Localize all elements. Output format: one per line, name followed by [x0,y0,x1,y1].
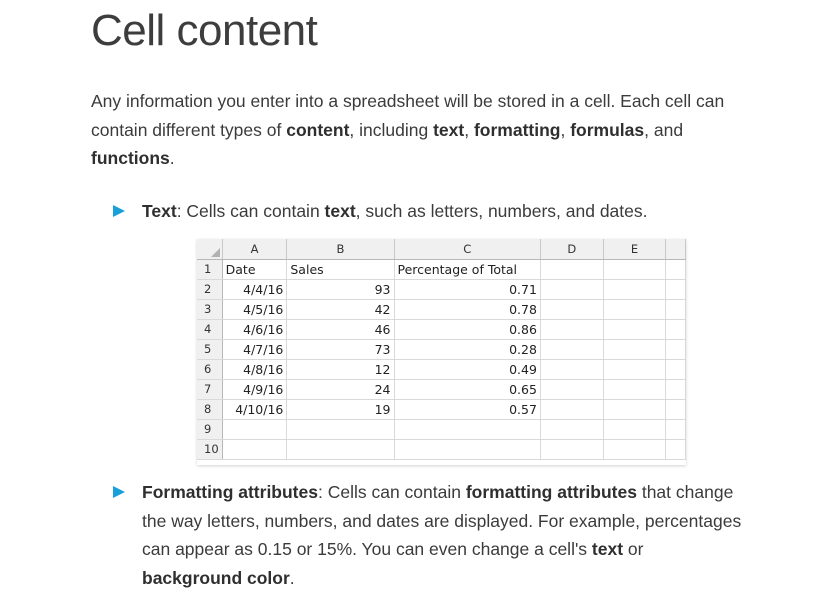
cell-empty [540,440,603,460]
cell-empty [287,440,394,460]
intro-text: . [169,148,175,168]
cell-empty [666,400,686,420]
cell-sales: 46 [287,320,394,340]
cell-empty [603,380,666,400]
cell-header-sales: Sales [287,260,394,280]
cell-sales: 19 [287,400,394,420]
column-header-e: E [603,239,666,260]
cell-empty [540,420,603,440]
column-header-a: A [222,239,287,260]
cell-empty [666,340,686,360]
column-header-b: B [287,239,394,260]
table-row [197,340,686,360]
cell-percentage: 0.65 [394,380,540,400]
cell-empty [666,260,686,280]
cell-empty [540,260,603,280]
bullet-body: . [289,567,295,588]
bullet-body: : Cells can contain [317,482,466,502]
column-header-row [197,239,686,260]
select-all-corner [197,239,222,260]
row-number: 9 [197,420,222,440]
select-all-corner-icon [211,248,220,257]
bullet-arrow-icon [113,486,125,498]
column-header-c: C [394,239,540,260]
intro-term-formatting: formatting [473,119,561,140]
bullet-body: or [623,539,644,559]
intro-text: , including [349,119,434,140]
row-number: 7 [197,380,222,400]
cell-empty [666,360,686,380]
intro-paragraph [91,87,751,173]
cell-percentage: 0.78 [394,300,540,320]
cell-sales: 12 [287,360,394,380]
intro-text: , and [644,119,684,140]
cell-empty [540,400,603,420]
row-number: 4 [197,320,222,340]
cell-sales: 24 [287,380,394,400]
cell-empty [540,360,603,380]
row-number: 8 [197,400,222,420]
cell-empty [666,380,686,400]
bullet-text [142,197,822,226]
cell-date: 4/5/16 [222,300,287,320]
cell-percentage: 0.28 [394,340,540,360]
cell-empty [540,300,603,320]
cell-empty [666,280,686,300]
table-row [197,420,686,440]
cell-empty [603,280,666,300]
cell-percentage: 0.49 [394,360,540,380]
cell-header-percentage: Percentage of Total [394,260,540,280]
cell-empty [540,280,603,300]
row-number: 5 [197,340,222,360]
table-row [197,260,686,280]
table-row [197,300,686,320]
cell-sales: 93 [287,280,394,300]
table-row [197,380,686,400]
cell-empty [603,320,666,340]
cell-empty [540,340,603,360]
bullet-label: Formatting attributes [142,482,318,502]
table-row [197,360,686,380]
cell-empty [603,300,666,320]
cell-empty [666,440,686,460]
row-number: 2 [197,280,222,300]
bullet-term: text [591,539,624,559]
spreadsheet-example [197,239,686,465]
cell-empty [603,440,666,460]
intro-text: Any information you enter into a spreadsheet will be stored in a cell. Each cell can contain different types of [91,91,725,140]
row-number: 10 [197,440,222,460]
table-row [197,320,686,340]
cell-empty [287,420,394,440]
cell-empty [394,440,540,460]
bullet-term: background color [142,567,290,588]
bullet-label: Text [142,201,177,221]
bullet-body: , such as letters, numbers, and dates. [355,201,648,221]
cell-percentage: 0.57 [394,400,540,420]
cell-empty [540,320,603,340]
spreadsheet-grid [197,239,686,460]
table-row [197,280,686,300]
row-number: 6 [197,360,222,380]
cell-percentage: 0.86 [394,320,540,340]
cell-date: 4/7/16 [222,340,287,360]
cell-empty [222,440,287,460]
intro-text: , [464,119,474,140]
intro-term-content: content [286,119,350,140]
intro-text: , [560,119,571,140]
bullet-term: formatting attributes [465,482,637,502]
row-number: 3 [197,300,222,320]
bullet-body: : Cells can contain [176,201,325,221]
cell-percentage: 0.71 [394,280,540,300]
cell-empty [666,420,686,440]
cell-date: 4/8/16 [222,360,287,380]
cell-date: 4/6/16 [222,320,287,340]
cell-sales: 42 [287,300,394,320]
column-header-f [666,239,686,260]
cell-header-date: Date [222,260,287,280]
bullet-arrow-icon [113,205,125,217]
row-number: 1 [197,260,222,280]
cell-empty [666,300,686,320]
cell-date: 4/9/16 [222,380,287,400]
bullet-term: text [324,201,356,221]
intro-term-text: text [433,119,465,140]
cell-empty [666,320,686,340]
cell-empty [603,260,666,280]
cell-empty [540,380,603,400]
cell-empty [222,420,287,440]
bullet-body: that change the way letters, numbers, and dates are displayed. For example, percentages can appear as 0.15 or 15%. You can even change a cell's [142,482,742,559]
cell-date: 4/10/16 [222,400,287,420]
cell-empty [603,400,666,420]
intro-term-formulas: formulas [570,119,645,140]
table-row [197,400,686,420]
column-header-d: D [540,239,603,260]
page-title: Cell content [91,6,318,55]
cell-empty [394,420,540,440]
bullet-text [142,478,742,592]
cell-empty [603,420,666,440]
cell-empty [603,340,666,360]
intro-term-functions: functions [91,148,170,168]
table-row [197,440,686,460]
cell-date: 4/4/16 [222,280,287,300]
cell-sales: 73 [287,340,394,360]
cell-empty [603,360,666,380]
